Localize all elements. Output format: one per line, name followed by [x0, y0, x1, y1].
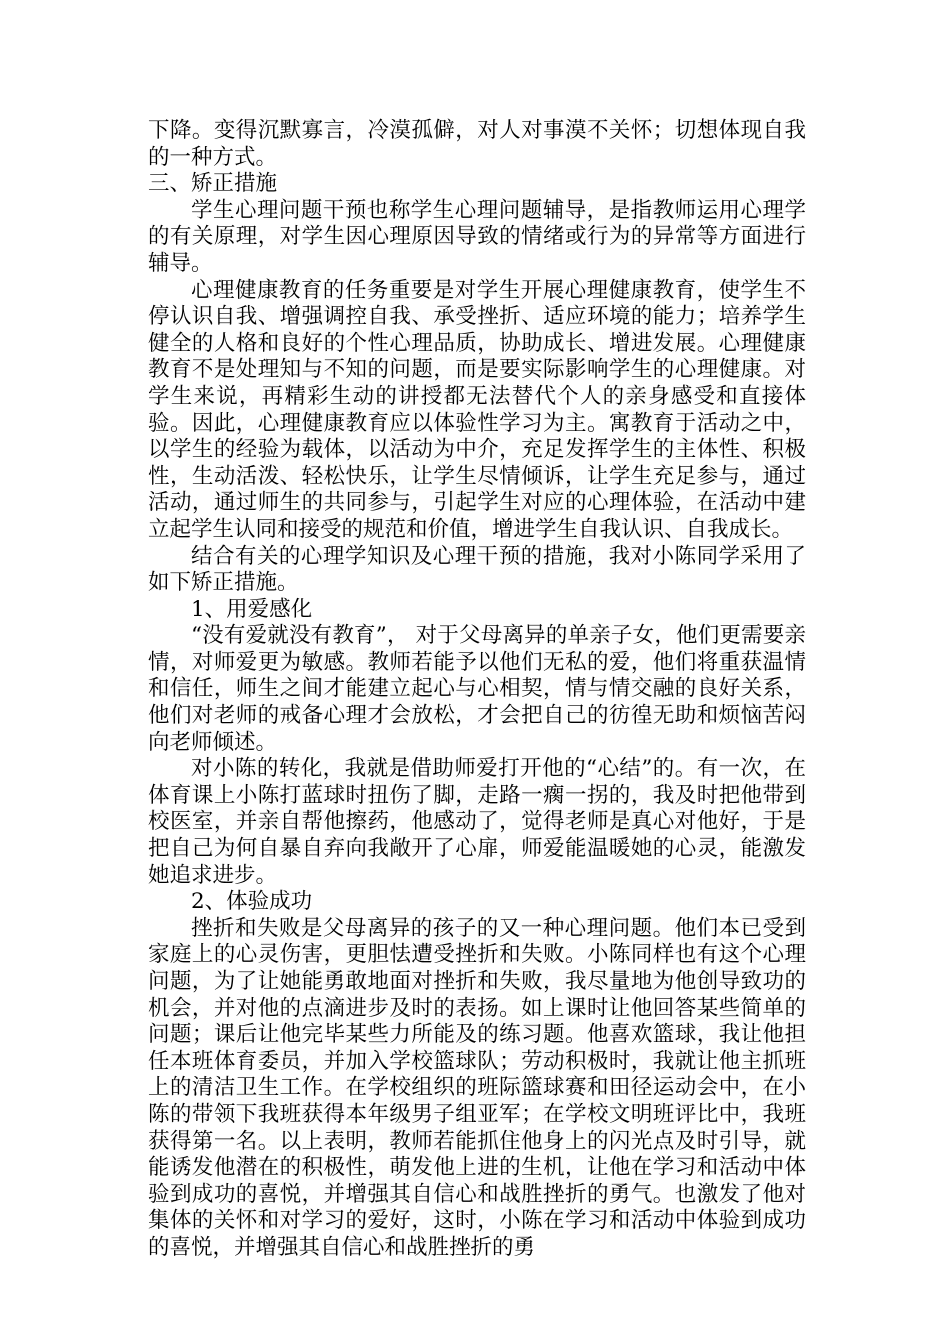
body-paragraph: 挫折和失败是父母离异的孩子的又一种心理问题。他们本已受到家庭上的心灵伤害，更胆怯遭受挫折和失败。小陈同样也有这个心理问题，为了让她能勇敢地面对挫折和失败，我尽量地为他创导致功的机会，并对他的点滴进步及时的表扬。如上课时让他回答某些简单的问题；课后让他完毕某些力所能及的练习题。他喜欢篮球，我让他担任本班体育委员，并加入学校篮球队；劳动积极时，我就让他主抓班上的清洁卫生工作。在学校组织的班际篮球赛和田径运动会中，在小陈的带领下我班获得本年级男子组亚军；在学校文明班评比中，我班获得第一名。以上表明，教师若能抓住他身上的闪光点及时引导，就能诱发他潜在的积极性，萌发他上进的生机，让他在学习和活动中体验到成功的喜悦，并增强其自信心和战胜挫折的勇气。也激发了他对集体的关怀和对学习的爱好，这时，小陈在学习和活动中体验到成功的喜悦，并增强其自信心和战胜挫折的勇 — [148, 915, 806, 1260]
document-page — [148, 118, 806, 1262]
subsection-heading: 1、用爱感化 — [191, 596, 313, 622]
section-heading: 三、矫正措施 — [148, 171, 278, 197]
body-paragraph: “没有爱就没有教育”， 对于父母离异的单亲子女，他们更需要亲情，对师爱更为敏感。教师若能予以他们无私的爱，他们将重获温情和信任，师生之间才能建立起心与心相契，情与情交融的良好关系，他们对老师的戒备心理才会放松，才会把自己的彷徨无助和烦恼苦闷向老师倾述。 — [148, 623, 806, 755]
body-paragraph: 心理健康教育的任务重要是对学生开展心理健康教育，使学生不停认识自我、增强调控自我、承受挫折、适应环境的能力；培养学生健全的人格和良好的个性心理品质，协助成长、增进发展。心理健康教育不是处理知与不知的问题，而是要实际影响学生的心理健康。对学生来说，再精彩生动的讲授都无法替代个人的亲身感受和直接体验。因此，心理健康教育应以体验性学习为主。寓教育于活动之中，以学生的经验为载体，以活动为中介，充足发挥学生的主体性、积极性，生动活泼、轻松快乐，让学生尽情倾诉，让学生充足参与，通过活动，通过师生的共同参与，引起学生对应的心理体验，在活动中建立起学生认同和接受的规范和价值，增进学生自我认识、自我成长。 — [148, 277, 806, 542]
body-paragraph: 学生心理问题干预也称学生心理问题辅导，是指教师运用心理学的有关原理，对学生因心理原因导致的情绪或行为的异常等方面进行辅导。 — [148, 197, 806, 276]
body-paragraph: 结合有关的心理学知识及心理干预的措施，我对小陈同学采用了如下矫正措施。 — [148, 543, 806, 596]
paragraph-continuation: 下降。变得沉默寡言，冷漠孤僻，对人对事漠不关怀；切想体现自我的一种方式。 — [148, 118, 806, 170]
body-paragraph: 对小陈的转化，我就是借助师爱打开他的“心结”的。有一次，在体育课上小陈打蓝球时扭伤了脚，走路一瘸一拐的，我及时把他带到校医室，并亲自帮他擦药，他感动了，觉得老师是真心对他好，于是把自己为何自暴自弃向我敞开了心扉，师爱能温暖她的心灵，能激发她追求进步。 — [148, 756, 806, 888]
subsection-heading: 2、体验成功 — [191, 889, 313, 915]
